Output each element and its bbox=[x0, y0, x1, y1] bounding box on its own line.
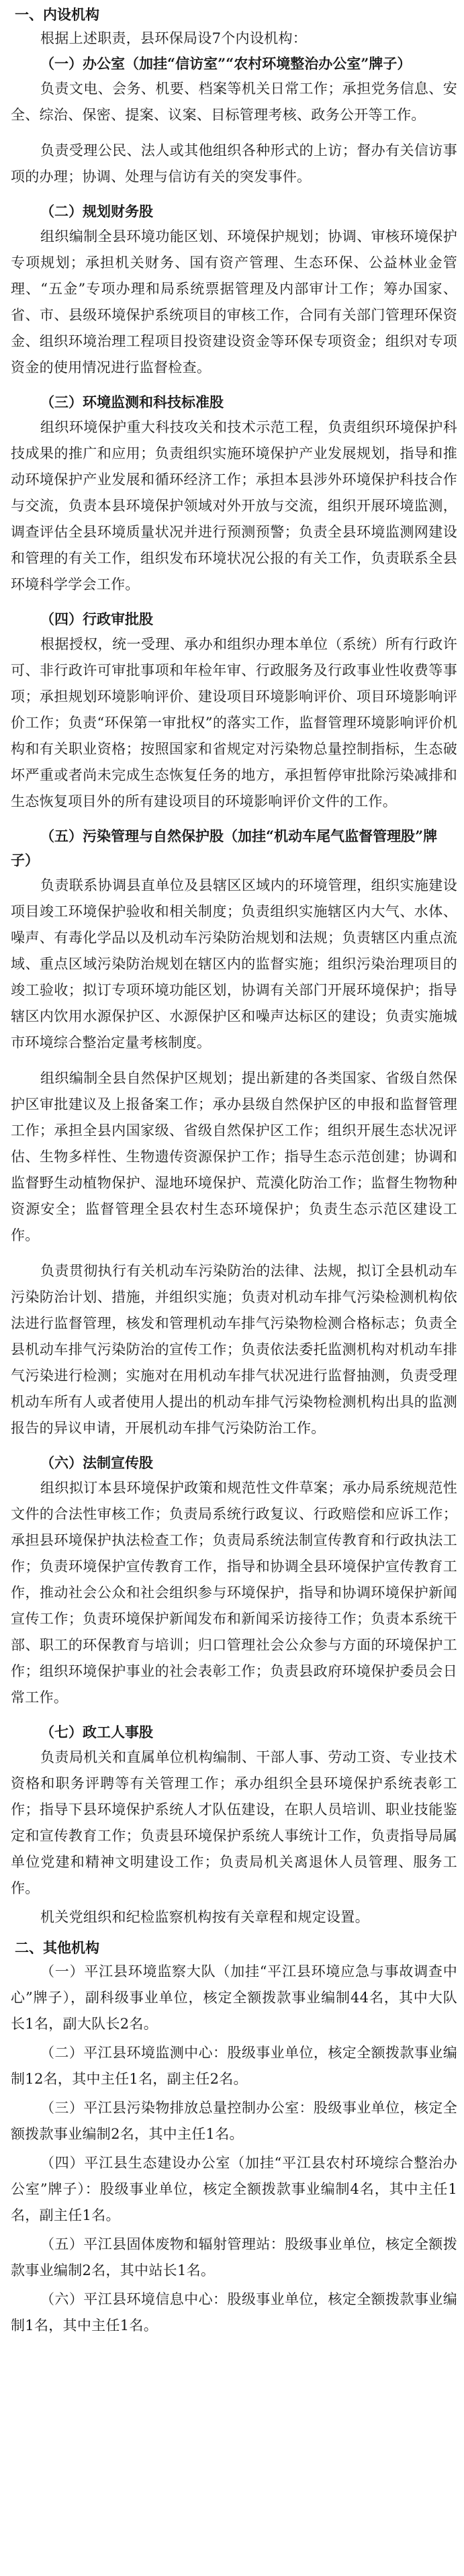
other-institution-3: （三）平江县污染物排放总量控制办公室：股级事业单位，核定全额拨款事业编制2名，其中主任1名。 bbox=[11, 2100, 457, 2142]
other-institution-2: （二）平江县环境监测中心：股级事业单位，核定全额拨款事业编制12名，其中主任1名，副主任2名。 bbox=[11, 2045, 457, 2087]
pollution-paragraph-3: 负责贯彻执行有关机动车污染防治的法律、法规，拟订全县机动车污染防治计划、措施，并组织实施；负责对机动车排气污染检测机构依法进行监督管理，核发和管理机动车排气污染物检测合格标志；负责全县机动车排气污染防治的宣传工作；负责依法委托监测机构对机动车排气污染进行检测；实施对在用机动车排气状况进行监督抽测，负责受理机动车所有人或者使用人提出的机动车排气污染物检测机构出具的监测报告的异议申请，开展机动车排气污染防治工作。 bbox=[11, 1263, 457, 1436]
office-heading: （一）办公室（加挂“信访室”“农村环境整治办公室”牌子） bbox=[40, 55, 412, 72]
planning-heading: （二）规划财务股 bbox=[40, 203, 153, 220]
section-heading-other: 二、其他机构 bbox=[15, 1940, 99, 1956]
pollution-paragraph-1: 负责联系协调县直单位及县辖区区域内的环境管理，组织实施建设项目竣工环境保护验收和相关制度；负责组织实施辖区内大气、水体、噪声、有毒化学品以及机动车污染防治规划和法规；负责辖区内重点流域、重点区域污染防治规划在辖区内的监督实施；组织污染治理项目的竣工验收；拟订专项环境功能区划，协调有关部门开展环境保护；指导辖区内饮用水源保护区、水源保护区和噪声达标区的建设；负责实施城市环境综合整治定量考核制度。 bbox=[11, 877, 457, 1051]
section-heading-internal: 一、内设机构 bbox=[15, 7, 99, 23]
other-institution-6: （六）平江县环境信息中心：股级事业单位，核定全额拨款事业编制1名，其中主任1名。 bbox=[11, 2291, 457, 2334]
office-paragraph-2: 负责受理公民、法人或其他组织各种形式的上访；督办有关信访事项的办理；协调、处理与信访有关的突发事件。 bbox=[11, 142, 457, 185]
other-institution-5: （五）平江县固体废物和辐射管理站：股级事业单位，核定全额拨款事业编制2名，其中站长1名。 bbox=[11, 2236, 457, 2278]
approval-paragraph-1: 根据授权，统一受理、承办和组织办理本单位（系统）所有行政许可、非行政许可审批事项和年检年审、行政服务及行政事业性收费等事项；承担规划环境影响评价、建设项目环境影响评价、项目环境影响评价工作；负责“环保第一审批权”的落实工作，监督管理环境影响评价机构和有关职业资格；按照国家和省规定对污染物总量控制指标，生态破坏严重或者尚未完成生态恢复任务的地方，承担暂停审批除污染减排和生态恢复项目外的所有建设项目的环境影响评价文件的工作。 bbox=[11, 636, 457, 809]
personnel-heading: （七）政工人事股 bbox=[40, 1724, 153, 1740]
planning-paragraph-1: 组织编制全县环境功能区划、环境保护规划；协调、审核环境保护专项规划；承担机关财务、国有资产管理、生态环保、公益林业金管理、“五金”专项办理和局系统票据管理及内部审计工作；筹办国家、省、市、县级环境保护系统项目的审核工作，合同有关部门管理环保资金、组织环境治理工程项目投资建设资金等环保专项资金；组织对专项资金的使用情况进行监督检查。 bbox=[11, 228, 457, 375]
monitoring-heading: （三）环境监测和科技标准股 bbox=[40, 394, 224, 410]
pollution-paragraph-2: 组织编制全县自然保护区规划；提出新建的各类国家、省级自然保护区审批建议及上报备案工作；承办县级自然保护区的申报和监督管理工作；承担全县内国家级、省级自然保护区工作；组织开展生态状况评估、生物多样性、生物遗传资源保护工作；指导生态示范创建；协调和监督野生动植物保护、湿地环境保护、荒漠化防治工作；监督生物物种资源安全；监督管理全县农村生态环境保护；负责生态示范区建设工作。 bbox=[11, 1070, 457, 1243]
approval-heading: （四）行政审批股 bbox=[40, 611, 153, 627]
pollution-heading: （五）污染管理与自然保护股（加挂“机动车尾气监督管理股”牌子） bbox=[11, 828, 438, 869]
intro-paragraph: 根据上述职责，县环保局设7个内设机构： bbox=[40, 30, 308, 46]
other-institution-4: （四）平江县生态建设办公室（加挂“平江县农村环境综合整治办公室”牌子）：股级事业单位，核定全额拨款事业编制4名，其中主任1名，副主任1名。 bbox=[11, 2155, 457, 2223]
monitoring-paragraph-1: 组织环境保护重大科技攻关和技术示范工程，负责组织环境保护科技成果的推广和应用；负责组织实施环境保护产业发展规划，指导和推动环境保护产业发展和循环经济工作；承担本县涉外环境保护科技合作与交流，负责本县环境保护领域对外开放与交流，组织开展环境监测，调查评估全县环境质量状况并进行预测预警；负责全县环境监测网建设和管理的有关工作，组织发布环境状况公报的有关工作，负责联系全县环境科学学会工作。 bbox=[11, 419, 457, 592]
discipline-paragraph: 机关党组织和纪检监察机构按有关章程和规定设置。 bbox=[40, 1909, 369, 1925]
personnel-paragraph-1: 负责局机关和直属单位机构编制、干部人事、劳动工资、专业技术资格和职务评聘等有关管理工作；承办组织全县环境保护系统表彰工作；指导下县环境保护系统人才队伍建设，在职人员培训、职业技能鉴定和宣传教育工作；负责县环境保护系统人事统计工作，负责指导局属单位党建和精神文明建设工作；负责局机关离退休人员管理、服务工作。 bbox=[11, 1749, 457, 1896]
office-paragraph-1: 负责文电、会务、机要、档案等机关日常工作；承担党务信息、安全、综治、保密、提案、议案、目标管理考核、政务公开等工作。 bbox=[11, 81, 457, 123]
other-institution-1: （一）平江县环境监察大队（加挂“平江县环境应急与事故调查中心”牌子），副科级事业单位，核定全额拨款事业编制44名，其中大队长1名，副大队长2名。 bbox=[11, 1963, 457, 2032]
legal-paragraph-1: 组织拟订本县环境保护政策和规范性文件草案；承办局系统规范性文件的合法性审核工作；负责局系统行政复议、行政赔偿和应诉工作；承担县环境保护执法检查工作；负责局系统法制宣传教育和行政执法工作；负责环境保护宣传教育工作，指导和协调全县环境保护宣传教育工作，推动社会公众和社会组织参与环境保护，指导和协调环境保护新闻宣传工作；负责环境保护新闻发布和新闻采访接待工作；负责本系统干部、职工的环保教育与培训；归口管理社会公众参与方面的环境保护工作；组织环境保护事业的社会表彰工作；负责县政府环境保护委员会日常工作。 bbox=[11, 1480, 457, 1705]
legal-heading: （六）法制宣传股 bbox=[40, 1454, 153, 1471]
